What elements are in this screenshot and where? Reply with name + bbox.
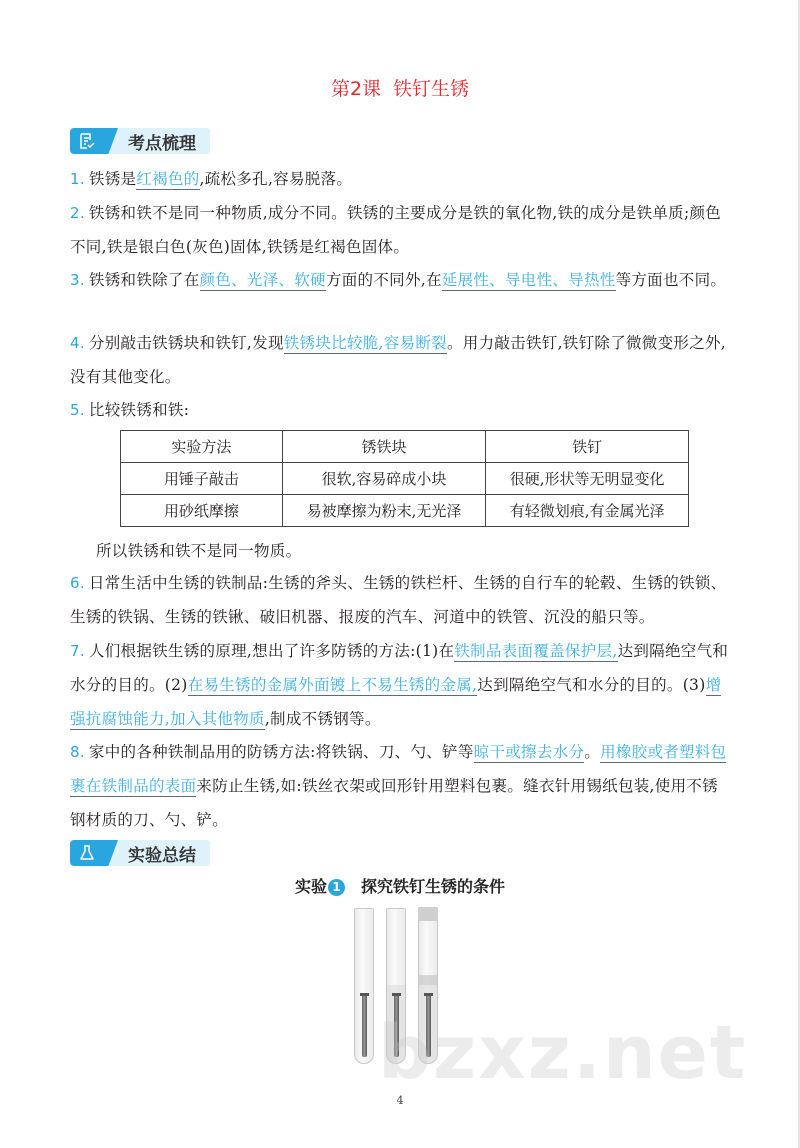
table-cell: 有轻微划痕,有金属光泽 [486, 495, 689, 527]
table-header: 锈铁块 [282, 431, 486, 463]
table-cell: 易被摩擦为粉末,无光泽 [282, 495, 486, 527]
section-label: 考点梳理 [110, 128, 210, 154]
table-header-row [121, 431, 689, 463]
table-row [121, 495, 689, 527]
point-item-8 [70, 735, 730, 837]
text: 达到隔绝空气和水分的目的。(3) [477, 676, 706, 694]
experiment-title [0, 874, 800, 897]
answer-text: 铁锈块比较脆,容易断裂 [283, 334, 447, 352]
text: 方面的不同外,在 [325, 271, 442, 289]
lesson-number: 第2课 [330, 78, 382, 100]
answer-text: 增强抗腐蚀能力,加入其他物质 [70, 676, 722, 728]
answer-text: 晾干或擦去水分 [473, 743, 585, 761]
answer-text: 延展性、导电性、导热性 [441, 271, 616, 289]
table-row [121, 463, 689, 495]
watermark: bzxz.net [378, 1010, 748, 1096]
point-item-4 [70, 326, 730, 394]
answer-text: 用橡胶或者塑料包裹在铁制品的表面 [70, 743, 727, 795]
page-number: 4 [396, 1094, 404, 1107]
text: ,制成不锈钢等。 [264, 710, 381, 728]
table-cell: 用锤子敲击 [121, 463, 283, 495]
lesson-title [0, 74, 800, 101]
table-conclusion: 所以铁锈和铁不是同一物质。 [96, 542, 302, 560]
experiment-name: 探究铁钉生锈的条件 [361, 877, 506, 896]
section-label: 实验总结 [110, 840, 210, 866]
text: 铁锈是 [88, 170, 137, 188]
text: 。用力敲击铁钉,铁钉除了微微变形之外,没有其他变化。 [70, 334, 727, 386]
item-number: 2. [70, 204, 85, 222]
point-item-2 [70, 196, 730, 264]
answer-text: 红褐色的 [136, 170, 200, 188]
text: 等方面也不同。 [615, 271, 727, 289]
table-cell: 很软,容易碎成小块 [282, 463, 486, 495]
item-number: 6. [70, 574, 85, 592]
comparison-table [120, 430, 689, 527]
lesson-name: 铁钉生锈 [393, 78, 470, 100]
rubber-stopper-icon [418, 907, 438, 921]
item-number: 1. [70, 170, 85, 188]
text: 来防止生锈,如:铁丝衣架或回形针用塑料包裹。缝衣针用锡纸包装,使用不锈钢材质的刀、勺、铲。 [70, 777, 718, 829]
text: 日常生活中生锈的铁制品:生锈的斧头、生锈的铁栏杆、生锈的自行车的轮毂、生锈的铁锁、生锈的铁锅、生锈的铁锹、破旧机器、报废的汽车、河道中的铁管、沉没的船只等。 [70, 574, 727, 626]
text: 。 [584, 743, 601, 761]
section-header-experiment-summary [70, 840, 210, 866]
answer-text: 在易生锈的金属外面镀上不易生锈的金属, [187, 676, 478, 694]
table-header: 实验方法 [121, 431, 283, 463]
iron-nail-icon [362, 995, 367, 1057]
point-item-1 [70, 162, 730, 196]
table-cell: 很硬,形状等无明显变化 [486, 463, 689, 495]
point-item-3 [70, 263, 730, 297]
text: 达到隔绝空气和水分的目的。(2) [70, 642, 729, 694]
text: 家中的各种铁制品用的防锈方法:将铁锅、刀、勺、铲等 [88, 743, 474, 761]
experiment-number-badge: 1 [328, 879, 345, 896]
test-tube-1 [354, 908, 374, 1064]
table-header: 铁钉 [486, 431, 689, 463]
section-header-key-points [70, 128, 210, 154]
point-item-7 [70, 634, 730, 736]
point-item-5 [70, 393, 730, 427]
item-number: 8. [70, 743, 85, 761]
text: 铁锈和铁除了在 [88, 271, 200, 289]
point-item-6 [70, 566, 730, 634]
table-cell: 用砂纸摩擦 [121, 495, 283, 527]
text: 铁锈和铁不是同一种物质,成分不同。铁锈的主要成分是铁的氧化物,铁的成分是铁单质;颜色不同,铁是银白色(灰色)固体,铁锈是红褐色固体。 [70, 204, 722, 256]
experiment-prefix: 实验 [294, 877, 327, 896]
text: 比较铁锈和铁: [88, 401, 190, 419]
text: ,疏松多孔,容易脱落。 [199, 170, 353, 188]
answer-text: 颜色、光泽、软硬 [199, 271, 326, 289]
oil-layer [419, 975, 437, 985]
item-number: 7. [70, 642, 85, 660]
answer-text: 铁制品表面覆盖保护层, [454, 642, 618, 660]
item-number: 4. [70, 334, 85, 352]
text: 人们根据铁生锈的原理,想出了许多防锈的方法:(1)在 [88, 642, 455, 660]
item-number: 5. [70, 401, 85, 419]
text: 分别敲击铁锈块和铁钉,发现 [88, 334, 284, 352]
item-number: 3. [70, 271, 85, 289]
